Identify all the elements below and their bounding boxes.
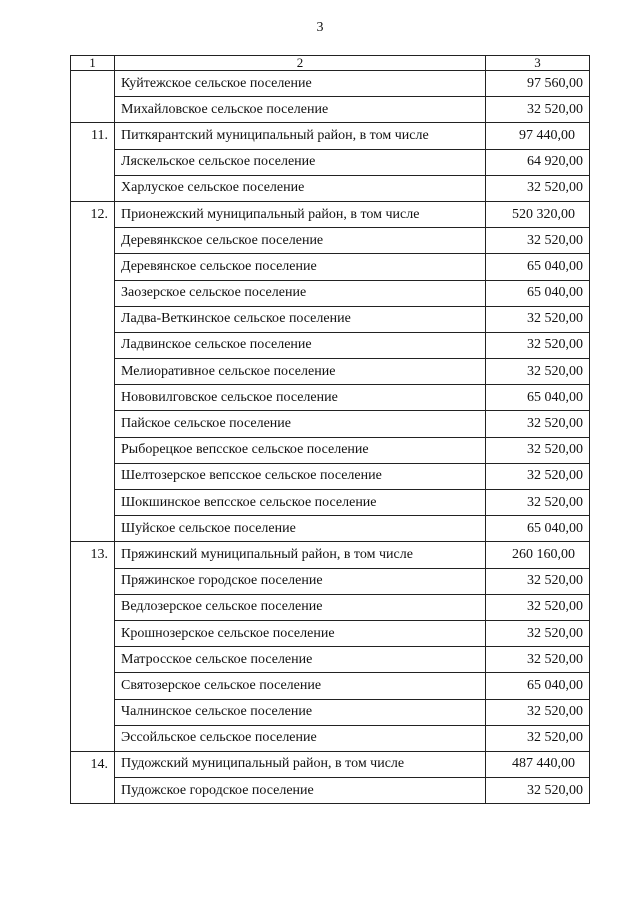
row-amount: 32 520,00 (486, 699, 590, 725)
row-amount: 32 520,00 (486, 332, 590, 358)
table-row-settlement (71, 228, 590, 254)
row-name: Шелтозерское вепсское сельское поселение (115, 463, 486, 489)
table-row-settlement (71, 175, 590, 201)
row-name: Деревянкское сельское поселение (115, 228, 486, 254)
table-row-district (71, 123, 590, 149)
row-amount: 32 520,00 (486, 778, 590, 804)
row-amount: 97 560,00 (486, 71, 590, 97)
row-number: 12. (71, 201, 115, 227)
row-number (71, 437, 115, 463)
table-row-settlement (71, 332, 590, 358)
table-row-settlement (71, 594, 590, 620)
table-row-settlement (71, 359, 590, 385)
table-row-settlement (71, 699, 590, 725)
row-name: Рыборецкое вепсское сельское поселение (115, 437, 486, 463)
row-name: Пудожское городское поселение (115, 778, 486, 804)
table-body (71, 71, 590, 804)
row-name: Пудожский муниципальный район, в том числе (115, 751, 486, 777)
row-number (71, 699, 115, 725)
row-number (71, 97, 115, 123)
row-name: Куйтежское сельское поселение (115, 71, 486, 97)
column-header-amount: 3 (486, 56, 590, 71)
row-amount: 65 040,00 (486, 280, 590, 306)
row-name: Крошнозерское сельское поселение (115, 620, 486, 646)
table-row-settlement (71, 778, 590, 804)
row-number (71, 254, 115, 280)
row-number (71, 228, 115, 254)
row-number (71, 149, 115, 175)
table-row-settlement (71, 385, 590, 411)
row-number (71, 778, 115, 804)
row-number (71, 490, 115, 516)
row-number (71, 647, 115, 673)
row-amount: 32 520,00 (486, 647, 590, 673)
row-name: Ведлозерское сельское поселение (115, 594, 486, 620)
table-row-settlement (71, 673, 590, 699)
row-amount: 32 520,00 (486, 175, 590, 201)
row-number (71, 411, 115, 437)
row-amount: 65 040,00 (486, 385, 590, 411)
row-name: Святозерское сельское поселение (115, 673, 486, 699)
row-amount: 97 440,00 (486, 123, 590, 149)
table-row-district (71, 201, 590, 227)
table-row-settlement (71, 149, 590, 175)
row-amount: 32 520,00 (486, 437, 590, 463)
row-number (71, 463, 115, 489)
table-row-settlement (71, 463, 590, 489)
row-number: 13. (71, 542, 115, 568)
row-number: 11. (71, 123, 115, 149)
row-name: Питкярантский муниципальный район, в том числе (115, 123, 486, 149)
row-number (71, 175, 115, 201)
row-amount: 32 520,00 (486, 359, 590, 385)
row-amount: 32 520,00 (486, 463, 590, 489)
table-row-settlement (71, 280, 590, 306)
row-amount: 32 520,00 (486, 97, 590, 123)
row-number (71, 71, 115, 97)
allocation-table (70, 55, 590, 804)
table-row-settlement (71, 647, 590, 673)
row-number (71, 594, 115, 620)
row-amount: 32 520,00 (486, 594, 590, 620)
row-amount: 65 040,00 (486, 254, 590, 280)
row-name: Пайское сельское поселение (115, 411, 486, 437)
row-name: Шуйское сельское поселение (115, 516, 486, 542)
row-name: Михайловское сельское поселение (115, 97, 486, 123)
row-name: Мелиоративное сельское поселение (115, 359, 486, 385)
column-header-name: 2 (115, 56, 486, 71)
row-name: Деревянское сельское поселение (115, 254, 486, 280)
row-name: Ладва-Веткинское сельское поселение (115, 306, 486, 332)
row-name: Прионежский муниципальный район, в том числе (115, 201, 486, 227)
row-name: Ладвинское сельское поселение (115, 332, 486, 358)
row-number (71, 568, 115, 594)
row-name: Матросское сельское поселение (115, 647, 486, 673)
table-row-settlement (71, 71, 590, 97)
row-amount: 32 520,00 (486, 620, 590, 646)
row-number (71, 306, 115, 332)
row-number (71, 359, 115, 385)
column-header-number: 1 (71, 56, 115, 71)
table-row-settlement (71, 620, 590, 646)
row-number (71, 725, 115, 751)
row-number (71, 620, 115, 646)
row-name: Заозерское сельское поселение (115, 280, 486, 306)
row-name: Ляскельское сельское поселение (115, 149, 486, 175)
table-row-settlement (71, 254, 590, 280)
row-amount: 65 040,00 (486, 673, 590, 699)
table-row-settlement (71, 516, 590, 542)
table-row-settlement (71, 411, 590, 437)
row-name: Пряжинский муниципальный район, в том числе (115, 542, 486, 568)
row-amount: 32 520,00 (486, 568, 590, 594)
row-name: Харлуское сельское поселение (115, 175, 486, 201)
table-row-settlement (71, 725, 590, 751)
table-row-settlement (71, 568, 590, 594)
row-amount: 260 160,00 (486, 542, 590, 568)
table-row-district (71, 751, 590, 777)
row-name: Шокшинское вепсское сельское поселение (115, 490, 486, 516)
table-row-settlement (71, 490, 590, 516)
page-number: 3 (316, 20, 324, 35)
table-row-settlement (71, 437, 590, 463)
row-name: Пряжинское городское поселение (115, 568, 486, 594)
table-row-settlement (71, 306, 590, 332)
row-number (71, 280, 115, 306)
row-amount: 32 520,00 (486, 228, 590, 254)
row-name: Эссойльское сельское поселение (115, 725, 486, 751)
row-amount: 520 320,00 (486, 201, 590, 227)
row-name: Нововилговское сельское поселение (115, 385, 486, 411)
row-number (71, 516, 115, 542)
row-amount: 32 520,00 (486, 490, 590, 516)
row-number (71, 673, 115, 699)
table-row-settlement (71, 97, 590, 123)
row-number (71, 385, 115, 411)
table-row-district (71, 542, 590, 568)
row-amount: 32 520,00 (486, 306, 590, 332)
row-amount: 64 920,00 (486, 149, 590, 175)
row-amount: 487 440,00 (486, 751, 590, 777)
row-amount: 32 520,00 (486, 725, 590, 751)
table-header (71, 56, 590, 71)
row-name: Чалнинское сельское поселение (115, 699, 486, 725)
row-amount: 32 520,00 (486, 411, 590, 437)
row-amount: 65 040,00 (486, 516, 590, 542)
row-number: 14. (71, 751, 115, 777)
header-row (71, 56, 590, 71)
row-number (71, 332, 115, 358)
